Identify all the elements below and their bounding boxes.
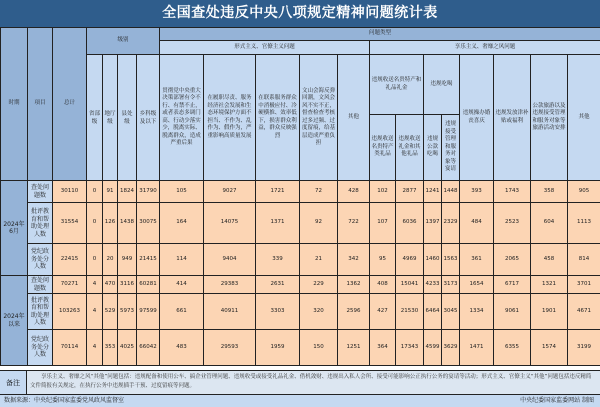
value-cell: 20 xyxy=(103,244,118,276)
value-cell: 126 xyxy=(103,203,118,244)
value-cell: 2631 xyxy=(256,276,300,294)
value-cell: 1654 xyxy=(460,276,494,294)
value-cell: 4969 xyxy=(396,244,424,276)
value-cell: 4025 xyxy=(118,330,137,366)
value-cell: 1448 xyxy=(442,181,460,203)
value-cell: 1371 xyxy=(256,203,300,244)
value-cell: 2877 xyxy=(396,181,424,203)
value-cell: 6464 xyxy=(424,294,442,330)
header-hedonism-col-travel: 公款旅游以及违规接受管理和服务对象等旅游活动安排 xyxy=(531,55,568,181)
value-cell: 9061 xyxy=(494,294,531,330)
value-cell: 72 xyxy=(300,181,338,203)
value-cell: 1574 xyxy=(531,330,568,366)
value-cell: 22415 xyxy=(53,244,87,276)
value-cell: 342 xyxy=(338,244,370,276)
header-formalism-col-3: 在联系服务群众中消极应付、冷硬横推、效率低下，损害群众利益，群众反映强烈 xyxy=(256,55,300,181)
notes-text: 享乐主义、奢靡之风“其他”问题包括：违规配备和使用公车、搞企业管理问题、违规收受或接受礼品礼金、借机敛财、违规出入私人会所、接受可能影响公正执行公务的宴请等活动；形式主义、官僚主义“其他”问题包括违反精简文件简报有关规定，在执行公务中违规插手干预、过度留痕等问题。 xyxy=(30,373,596,391)
value-cell: 1743 xyxy=(494,181,531,203)
header-gifts-col-1: 违规收送名贵特产类礼品 xyxy=(370,115,396,181)
value-cell: 3116 xyxy=(118,276,137,294)
table-row xyxy=(1,181,600,203)
header-formalism-col-1: 贯彻党中央重大决策部署有令不行、有禁不止，或者表态多调门高、行动少落实少，脱离实际、脱离群众，造成严重后果 xyxy=(160,55,204,181)
value-cell: 102 xyxy=(370,181,396,203)
header-banquet-col-2: 违规接受管理和服务对象等宴请 xyxy=(442,115,460,181)
value-cell: 9404 xyxy=(204,244,256,276)
value-cell: 1334 xyxy=(460,294,494,330)
notes-section xyxy=(0,370,600,395)
value-cell: 229 xyxy=(300,276,338,294)
table-row xyxy=(1,244,600,276)
item-cell: 查处问题数 xyxy=(28,181,53,203)
value-cell: 3303 xyxy=(256,294,300,330)
value-cell: 66042 xyxy=(137,330,160,366)
value-cell: 97599 xyxy=(137,294,160,330)
header-level-group: 级别 xyxy=(87,28,160,55)
header-problem-type: 问题类型 xyxy=(160,28,600,41)
item-cell: 查处问题数 xyxy=(28,276,53,294)
value-cell: 164 xyxy=(160,203,204,244)
value-cell: 1721 xyxy=(256,181,300,203)
statistics-table xyxy=(0,27,600,366)
value-cell: 4233 xyxy=(424,276,442,294)
value-cell: 2523 xyxy=(494,203,531,244)
value-cell: 40911 xyxy=(204,294,256,330)
header-level-county: 县处级 xyxy=(118,55,137,181)
value-cell: 4 xyxy=(87,330,103,366)
header-hedonism-col-wedding: 违规操办婚丧喜庆 xyxy=(460,55,494,181)
value-cell: 31554 xyxy=(53,203,87,244)
header-gifts-col-2: 违规收送礼金和其他礼品 xyxy=(396,115,424,181)
source-footer xyxy=(0,394,600,407)
header-banquet-col-1: 违规公款吃喝 xyxy=(424,115,442,181)
period-cell: 2024年以来 xyxy=(1,276,28,366)
table-row xyxy=(1,203,600,244)
value-cell: 5973 xyxy=(118,294,137,330)
value-cell: 1460 xyxy=(424,244,442,276)
header-gifts-group: 违规收送名贵特产和礼品礼金 xyxy=(370,55,424,115)
value-cell: 1321 xyxy=(531,276,568,294)
value-cell: 29383 xyxy=(204,276,256,294)
header-hedonism-other: 其他 xyxy=(568,55,600,181)
value-cell: 2596 xyxy=(338,294,370,330)
value-cell: 949 xyxy=(118,244,137,276)
value-cell: 92 xyxy=(300,203,338,244)
value-cell: 17343 xyxy=(396,330,424,366)
value-cell: 604 xyxy=(531,203,568,244)
value-cell: 3173 xyxy=(442,276,460,294)
table-row xyxy=(1,330,600,366)
value-cell: 21 xyxy=(300,244,338,276)
header-hedonism-col-subsidy: 违规发放津补贴或福利 xyxy=(494,55,531,181)
header-level-township: 乡科级及以下 xyxy=(137,55,160,181)
header-total: 总计 xyxy=(53,28,87,181)
value-cell: 29593 xyxy=(204,330,256,366)
value-cell: 1901 xyxy=(531,294,568,330)
value-cell: 4671 xyxy=(568,294,600,330)
value-cell: 1241 xyxy=(424,181,442,203)
header-formalism-col-4: 文山会海反弹回潮，文风会风不实不正，督查检查考核过多过频、过度留痕，给基层造成严重负担 xyxy=(300,55,338,181)
value-cell: 70271 xyxy=(53,276,87,294)
value-cell: 408 xyxy=(370,276,396,294)
value-cell: 21415 xyxy=(137,244,160,276)
value-cell: 905 xyxy=(568,181,600,203)
value-cell: 484 xyxy=(460,203,494,244)
value-cell: 4 xyxy=(87,276,103,294)
value-cell: 814 xyxy=(568,244,600,276)
value-cell: 6355 xyxy=(494,330,531,366)
value-cell: 4599 xyxy=(424,330,442,366)
value-cell: 353 xyxy=(103,330,118,366)
value-cell: 529 xyxy=(103,294,118,330)
value-cell: 458 xyxy=(531,244,568,276)
value-cell: 30075 xyxy=(137,203,160,244)
chart-credit: 中央纪委国家监委网站 制图 xyxy=(520,395,594,407)
value-cell: 6717 xyxy=(494,276,531,294)
value-cell: 0 xyxy=(87,181,103,203)
value-cell: 358 xyxy=(531,181,568,203)
value-cell: 30110 xyxy=(53,181,87,203)
header-formalism-group: 形式主义、官僚主义问题 xyxy=(160,41,370,55)
value-cell: 3701 xyxy=(568,276,600,294)
header-formalism-col-2: 在履职尽责、服务经济社会发展和生态环境保护方面不担当、不作为、乱作为、假作为，严重影响高质量发展 xyxy=(204,55,256,181)
value-cell: 364 xyxy=(370,330,396,366)
table-row xyxy=(1,294,600,330)
value-cell: 150 xyxy=(300,330,338,366)
value-cell: 95 xyxy=(370,244,396,276)
header-banquet-group: 违规吃喝 xyxy=(424,55,460,115)
value-cell: 31790 xyxy=(137,181,160,203)
value-cell: 70114 xyxy=(53,330,87,366)
value-cell: 107 xyxy=(370,203,396,244)
value-cell: 2329 xyxy=(442,203,460,244)
table-row xyxy=(1,276,600,294)
value-cell: 1471 xyxy=(460,330,494,366)
header-hedonism-group: 享乐主义、奢靡之风问题 xyxy=(370,41,600,55)
value-cell: 470 xyxy=(103,276,118,294)
value-cell: 105 xyxy=(160,181,204,203)
item-cell: 党纪政务处分人数 xyxy=(28,330,53,366)
data-source: 数据来源：中央纪委国家监委党风政风监督室 xyxy=(4,395,124,407)
value-cell: 1397 xyxy=(424,203,442,244)
value-cell: 1362 xyxy=(338,276,370,294)
value-cell: 9027 xyxy=(204,181,256,203)
value-cell: 21530 xyxy=(396,294,424,330)
item-cell: 批评教育和帮助处理人数 xyxy=(28,203,53,244)
value-cell: 14075 xyxy=(204,203,256,244)
value-cell: 3199 xyxy=(568,330,600,366)
value-cell: 4 xyxy=(87,294,103,330)
value-cell: 661 xyxy=(160,294,204,330)
value-cell: 1113 xyxy=(568,203,600,244)
header-item: 项目 xyxy=(28,28,53,181)
value-cell: 427 xyxy=(370,294,396,330)
value-cell: 2065 xyxy=(494,244,531,276)
value-cell: 0 xyxy=(87,203,103,244)
value-cell: 722 xyxy=(338,203,370,244)
value-cell: 414 xyxy=(160,276,204,294)
header-level-prefecture: 地厅级 xyxy=(103,55,118,181)
value-cell: 1438 xyxy=(118,203,137,244)
value-cell: 1563 xyxy=(442,244,460,276)
value-cell: 320 xyxy=(300,294,338,330)
header-level-provincial: 省部级 xyxy=(87,55,103,181)
value-cell: 428 xyxy=(338,181,370,203)
value-cell: 15041 xyxy=(396,276,424,294)
value-cell: 91 xyxy=(103,181,118,203)
period-cell: 2024年6月 xyxy=(1,181,28,276)
item-cell: 批评教育和帮助处理人数 xyxy=(28,294,53,330)
value-cell: 339 xyxy=(256,244,300,276)
page-title: 全国查处违反中央八项规定精神问题统计表 xyxy=(0,0,600,27)
value-cell: 114 xyxy=(160,244,204,276)
header-formalism-other: 其他 xyxy=(338,55,370,181)
value-cell: 60281 xyxy=(137,276,160,294)
notes-label: 备注 xyxy=(0,371,27,395)
header-period: 时期 xyxy=(1,28,28,181)
value-cell: 103263 xyxy=(53,294,87,330)
item-cell: 党纪政务处分人数 xyxy=(28,244,53,276)
value-cell: 3629 xyxy=(442,330,460,366)
value-cell: 0 xyxy=(87,244,103,276)
value-cell: 1959 xyxy=(256,330,300,366)
value-cell: 1251 xyxy=(338,330,370,366)
value-cell: 3045 xyxy=(442,294,460,330)
value-cell: 361 xyxy=(460,244,494,276)
value-cell: 483 xyxy=(160,330,204,366)
value-cell: 1824 xyxy=(118,181,137,203)
value-cell: 6036 xyxy=(396,203,424,244)
value-cell: 393 xyxy=(460,181,494,203)
